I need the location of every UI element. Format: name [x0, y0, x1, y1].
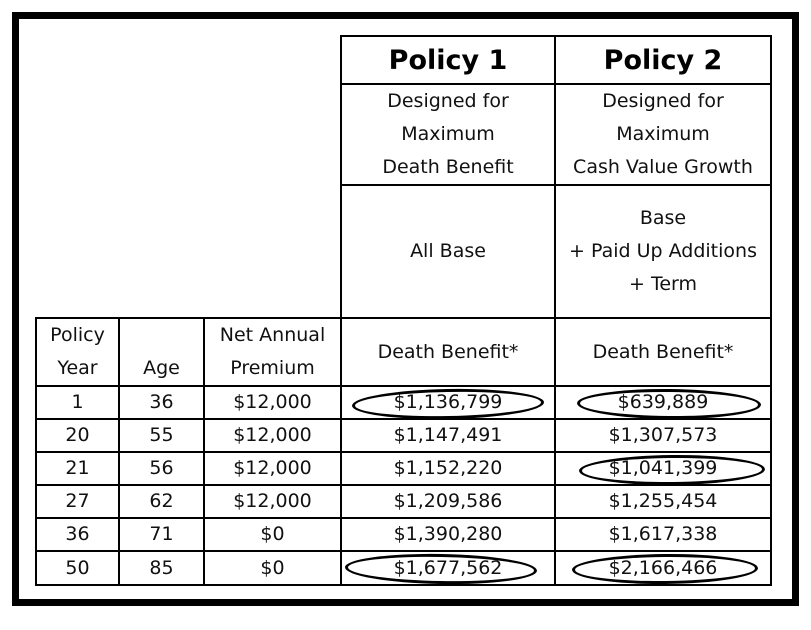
- policy-2-structure-line: + Paid Up Additions: [569, 240, 757, 262]
- cell-age: 56: [118, 451, 205, 486]
- header-premium-line: Premium: [230, 357, 315, 379]
- cell-policy-1-benefit: $1,390,280: [340, 517, 556, 552]
- policy-2-design: [554, 83, 772, 186]
- cell-year: 50: [35, 550, 120, 586]
- policy-1-design-line: Death Benefit: [382, 156, 514, 178]
- policy-1-design-line: Maximum: [401, 123, 495, 145]
- header-policy-year: [35, 317, 120, 387]
- header-policy-year-line: Year: [57, 357, 98, 379]
- policy-2-structure-line: + Term: [628, 273, 697, 295]
- cell-year: 27: [35, 484, 120, 519]
- cell-policy-1-benefit: $1,677,562: [340, 550, 556, 586]
- policy-1-design: [340, 83, 556, 186]
- header-age-label: Age: [143, 357, 180, 379]
- cell-policy-2-benefit: $2,166,466: [554, 550, 772, 586]
- cell-policy-2-benefit: $1,041,399: [554, 451, 772, 486]
- cell-policy-1-benefit: $1,147,491: [340, 418, 556, 453]
- cell-age: 36: [118, 385, 205, 420]
- cell-policy-1-benefit: $1,152,220: [340, 451, 556, 486]
- cell-age: 55: [118, 418, 205, 453]
- policy-1-structure: [340, 184, 556, 319]
- policy-1-design-line: Designed for: [387, 90, 509, 112]
- cell-age: 85: [118, 550, 205, 586]
- cell-year: 21: [35, 451, 120, 486]
- cell-premium: $0: [203, 550, 342, 586]
- cell-policy-2-benefit: $1,255,454: [554, 484, 772, 519]
- header-age: [118, 317, 205, 387]
- policy-2-design-line: Maximum: [616, 123, 710, 145]
- policy-1-title: Policy 1: [340, 35, 556, 85]
- header-policy-year-line: Policy: [50, 324, 105, 346]
- header-premium: [203, 317, 342, 387]
- cell-policy-2-benefit: $1,617,338: [554, 517, 772, 552]
- header-premium-line: Net Annual: [219, 324, 326, 346]
- policy-1-structure-line: All Base: [410, 240, 486, 262]
- cell-premium: $12,000: [203, 451, 342, 486]
- policy-2-structure-line: Base: [639, 207, 687, 229]
- cell-year: 36: [35, 517, 120, 552]
- cell-premium: $0: [203, 517, 342, 552]
- header-policy-2-death-benefit: Death Benefit*: [554, 317, 772, 387]
- policy-2-design-line: Designed for: [602, 90, 724, 112]
- cell-policy-2-benefit: $639,889: [554, 385, 772, 420]
- policy-2-design-line: Cash Value Growth: [573, 156, 753, 178]
- cell-year: 1: [35, 385, 120, 420]
- table-frame: [12, 12, 799, 606]
- cell-year: 20: [35, 418, 120, 453]
- cell-age: 62: [118, 484, 205, 519]
- policy-2-title: Policy 2: [554, 35, 772, 85]
- cell-policy-1-benefit: $1,136,799: [340, 385, 556, 420]
- cell-premium: $12,000: [203, 484, 342, 519]
- cell-policy-2-benefit: $1,307,573: [554, 418, 772, 453]
- cell-age: 71: [118, 517, 205, 552]
- header-policy-1-death-benefit: Death Benefit*: [340, 317, 556, 387]
- cell-premium: $12,000: [203, 418, 342, 453]
- cell-policy-1-benefit: $1,209,586: [340, 484, 556, 519]
- cell-premium: $12,000: [203, 385, 342, 420]
- policy-2-structure: [554, 184, 772, 319]
